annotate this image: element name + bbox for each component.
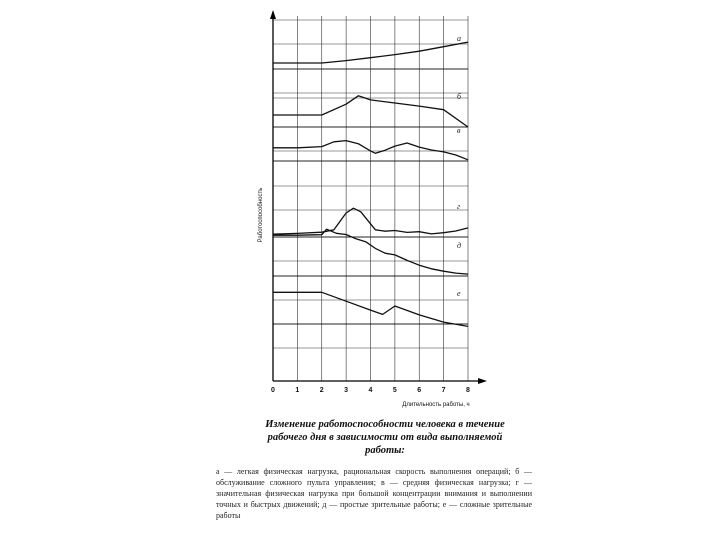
y-axis-arrow-icon [270, 10, 276, 19]
x-tick-label: 7 [441, 387, 446, 394]
x-tick-label: 1 [295, 387, 300, 394]
x-axis-title: Длительность работы, ч [402, 402, 470, 408]
series-label-5: д [457, 241, 462, 250]
y-axis-title: Работоспособность [258, 187, 264, 243]
chart-caption-title: Изменение работоспособности человека в течение рабочего дня в зависимости от вида выполняемой работы: [265, 419, 505, 456]
x-tick-label: 0 [271, 387, 275, 394]
chart-axes [270, 10, 487, 384]
x-tick-label: 2 [319, 387, 324, 394]
x-tick-label: 4 [368, 387, 373, 394]
x-axis-arrow-icon [478, 378, 487, 384]
series-label-3: в [457, 126, 461, 135]
chart-grid [273, 16, 468, 381]
x-tick-labels [271, 387, 470, 394]
chart-caption-legend: а — легкая физическая нагрузка, рациональная скорость выполнения операций; б — обслуживание сложного пульта управления; в — средняя физическая нагрузка; г — значительная физическая нагрузка при большой концентрации внимания и выполнении точных и быстрых движений; д — простые зрительные работы; е — сложные зрительные работы [216, 467, 532, 520]
series-label-4: г [457, 202, 461, 211]
series-label-6: е [457, 289, 461, 298]
x-tick-label: 5 [392, 387, 397, 394]
x-tick-label: 3 [344, 387, 349, 394]
x-tick-label: 8 [466, 387, 470, 394]
series-labels [457, 34, 462, 298]
series-label-1: а [457, 34, 461, 43]
series-label-2: б [457, 92, 462, 101]
x-tick-label: 6 [417, 387, 422, 394]
